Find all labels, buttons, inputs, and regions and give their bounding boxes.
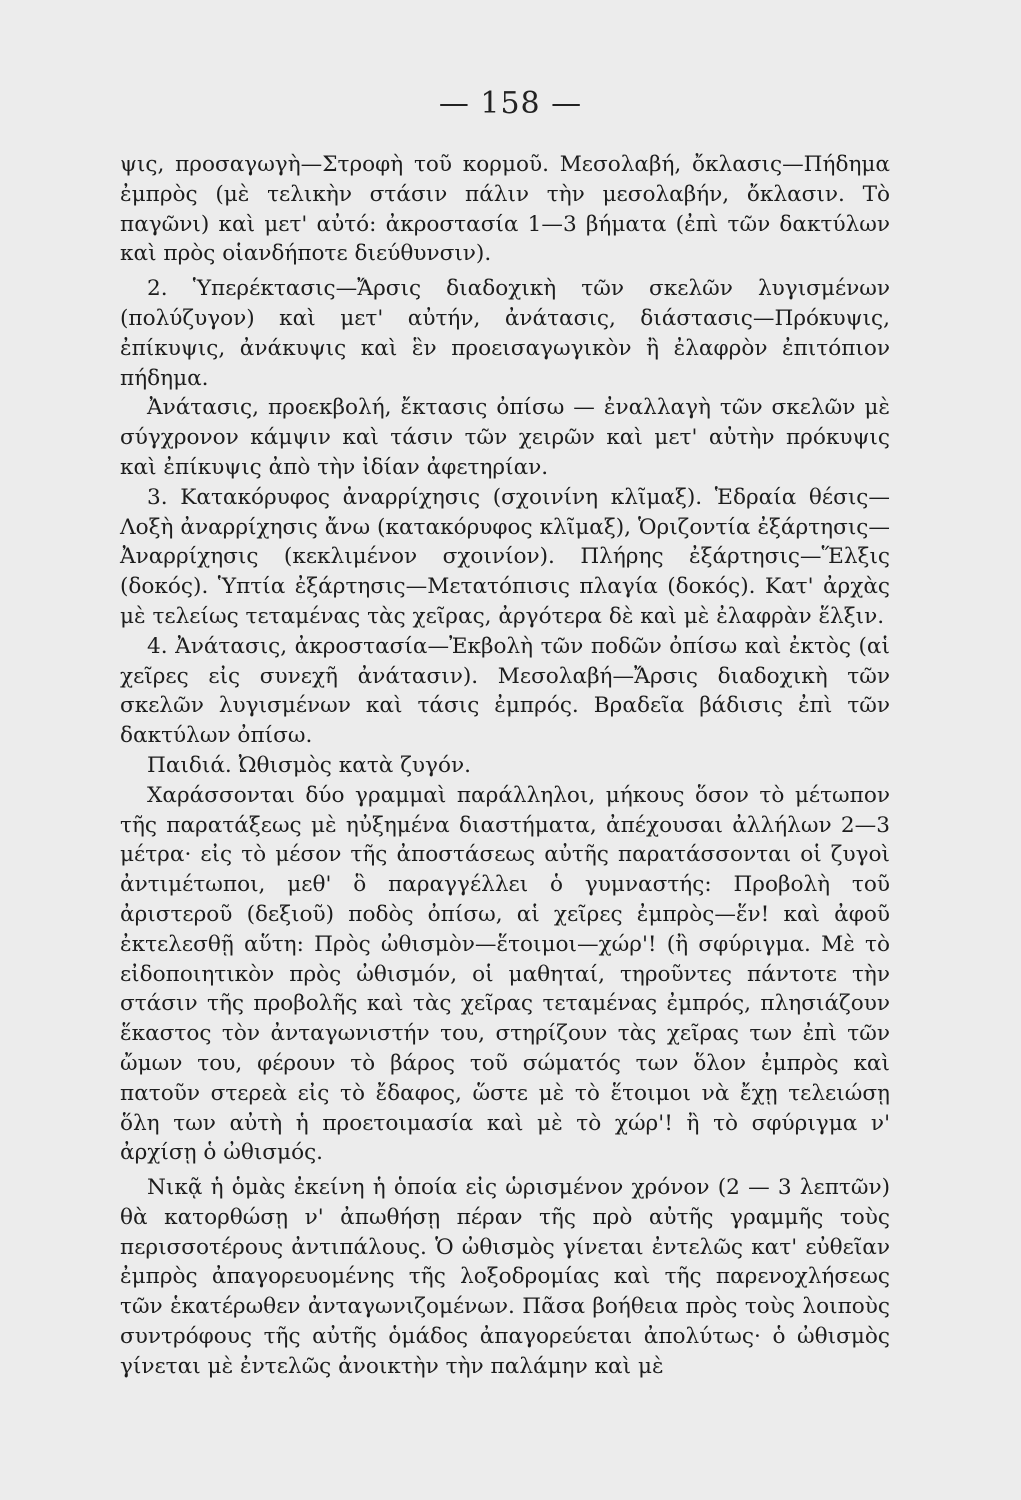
paragraph-exercise-2-continued: Ἀνάτασις, προεκβολή, ἔκτασις ὀπίσω — ἐναλλαγὴ τῶν σκελῶν μὲ σύγχρονον κάμψιν καὶ τάσιν τῶν χειρῶν καὶ μετ' αὐτὴν πρόκυψις καὶ ἐπίκυψις ἀπὸ τὴν ἰδίαν ἀφετηρίαν. bbox=[120, 395, 890, 480]
paragraph-game-description: Χαράσσονται δύο γραμμαὶ παράλληλοι, μήκους ὅσον τὸ μέτωπον τῆς παρατάξεως μὲ ηὐξημένα διαστήματα, ἀπέχουσαι ἀλλήλων 2—3 μέτρα· εἰς τὸ μέσον τῆς ἀποστάσεως αὐτῆς παρατάσσονται οἱ ζυγοὶ ἀντιμέτωποι, μεθ' ὃ παραγγέλλει ὁ γυμναστής: Προβολὴ τοῦ ἀριστεροῦ (δεξιοῦ) ποδὸς ὀπίσω, αἱ χεῖρες ἐμπρὸς—ἕν! καὶ ἀφοῦ ἐκτελεσθῇ αὕτη: Πρὸς ὠθισμὸν—ἕτοιμοι—χώρ'! (ἢ σφύριγμα. Μὲ τὸ εἰδοποιητικὸν πρὸς ὠθισμόν, οἱ μαθηταί, τηροῦντες πάντοτε τὴν στάσιν τῆς προβολῆς καὶ τὰς χεῖρας τεταμένας ἐμπρός, πλησιάζουν ἕκαστος τὸν ἀνταγωνιστήν του, στηρίζουν τὰς χεῖρας των ἐπὶ τῶν ὤμων του, φέρουν τὸ βάρος τοῦ σώματός των ὅλον ἐμπρὸς καὶ πατοῦν στερεὰ εἰς τὸ ἔδαφος, ὥστε μὲ τὸ ἕτοιμοι νὰ ἔχῃ τελειώσῃ ὅλη των αὐτὴ ἡ προετοιμασία καὶ μὲ τὸ χώρ'! ἢ τὸ σφύριγμα ν' ἀρχίσῃ ὁ ὠθισμός. bbox=[120, 782, 890, 1166]
page-number: — 158 — bbox=[438, 86, 583, 121]
body-text bbox=[120, 150, 890, 1382]
paragraph-exercise-4: 4. Ἀνάτασις, ἀκροστασία—Ἐκβολὴ τῶν ποδῶν ὀπίσω καὶ ἐκτὸς (αἱ χεῖρες εἰς συνεχῆ ἀνάτασιν). Μεσολαβή—Ἄρσις διαδοχικὴ τῶν σκελῶν λυγισμένων καὶ τάσις ἐμπρός. Βραδεῖα βάδισις ἐπὶ τῶν δακτύλων ὀπίσω. bbox=[120, 633, 890, 749]
paragraph-exercise-2: 2. Ὑπερέκτασις—Ἄρσις διαδοχικὴ τῶν σκελῶν λυγισμένων (πολύζυγον) καὶ μετ' αὐτήν, ἀνάτασις, διάστασις—Πρόκυψις, ἐπίκυψις, ἀνάκυψις καὶ ἓν προεισαγωγικὸν ἢ ἐλαφρὸν ἐπιτόπιον πήδημα. bbox=[120, 276, 890, 391]
paragraph-game-rules: Νικᾷ ἡ ὁμὰς ἐκείνη ἡ ὁποία εἰς ὡρισμένον χρόνον (2 — 3 λεπτῶν) θὰ κατορθώσῃ ν' ἀπωθήσῃ πέραν τῆς πρὸ αὐτῆς γραμμῆς τοὺς περισσοτέρους ἀντιπάλους. Ὁ ὠθισμὸς γίνεται ἐντελῶς κατ' εὐθεῖαν ἐμπρὸς ἀπαγορευομένης τῆς λοξοδρομίας καὶ τῆς παρενοχλήσεως τῶν ἑκατέρωθεν ἀνταγωνιζομένων. Πᾶσα βοήθεια πρὸς τοὺς λοιποὺς συντρόφους τῆς αὐτῆς ὁμάδος ἀπαγορεύεται ἀπολύτως· ὁ ὠθισμὸς γίνεται μὲ ἐντελῶς ἀνοικτὴν τὴν παλάμην καὶ μὲ bbox=[120, 1175, 890, 1379]
paragraph-exercise-3: 3. Κατακόρυφος ἀναρρίχησις (σχοινίνη κλῖμαξ). Ἑδραία θέσις—Λοξὴ ἀναρρίχησις ἄνω (κατακόρυφος κλῖμαξ), Ὁριζοντία ἐξάρτησις—Ἀναρρίχησις (κεκλιμένον σχοινίον). Πλήρης ἐξάρτησις—Ἕλξις (δοκός). Ὑπτία ἐξάρτησις—Μετατόπισις πλαγία (δοκός). Κατ' ἀρχὰς μὲ τελείως τεταμένας τὰς χεῖρας, ἀργότερα δὲ καὶ μὲ ἐλαφρὰν ἕλξιν. bbox=[120, 484, 890, 629]
paragraph-game-heading: Παιδιά. Ὠθισμὸς κατὰ ζυγόν. bbox=[147, 752, 471, 778]
paragraph-continuation: ψις, προσαγωγὴ—Στροφὴ τοῦ κορμοῦ. Μεσολαβή, ὄκλασις—Πήδημα ἐμπρὸς (μὲ τελικὴν στάσιν πάλιν τὴν μεσολαβήν, ὄκλασιν. Τὸ παγῶνι) καὶ μετ' αὐτό: ἀκροστασία 1—3 βήματα (ἐπὶ τῶν δακτύλων καὶ πρὸς οἱανδήποτε διεύθυνσιν). bbox=[120, 152, 890, 267]
